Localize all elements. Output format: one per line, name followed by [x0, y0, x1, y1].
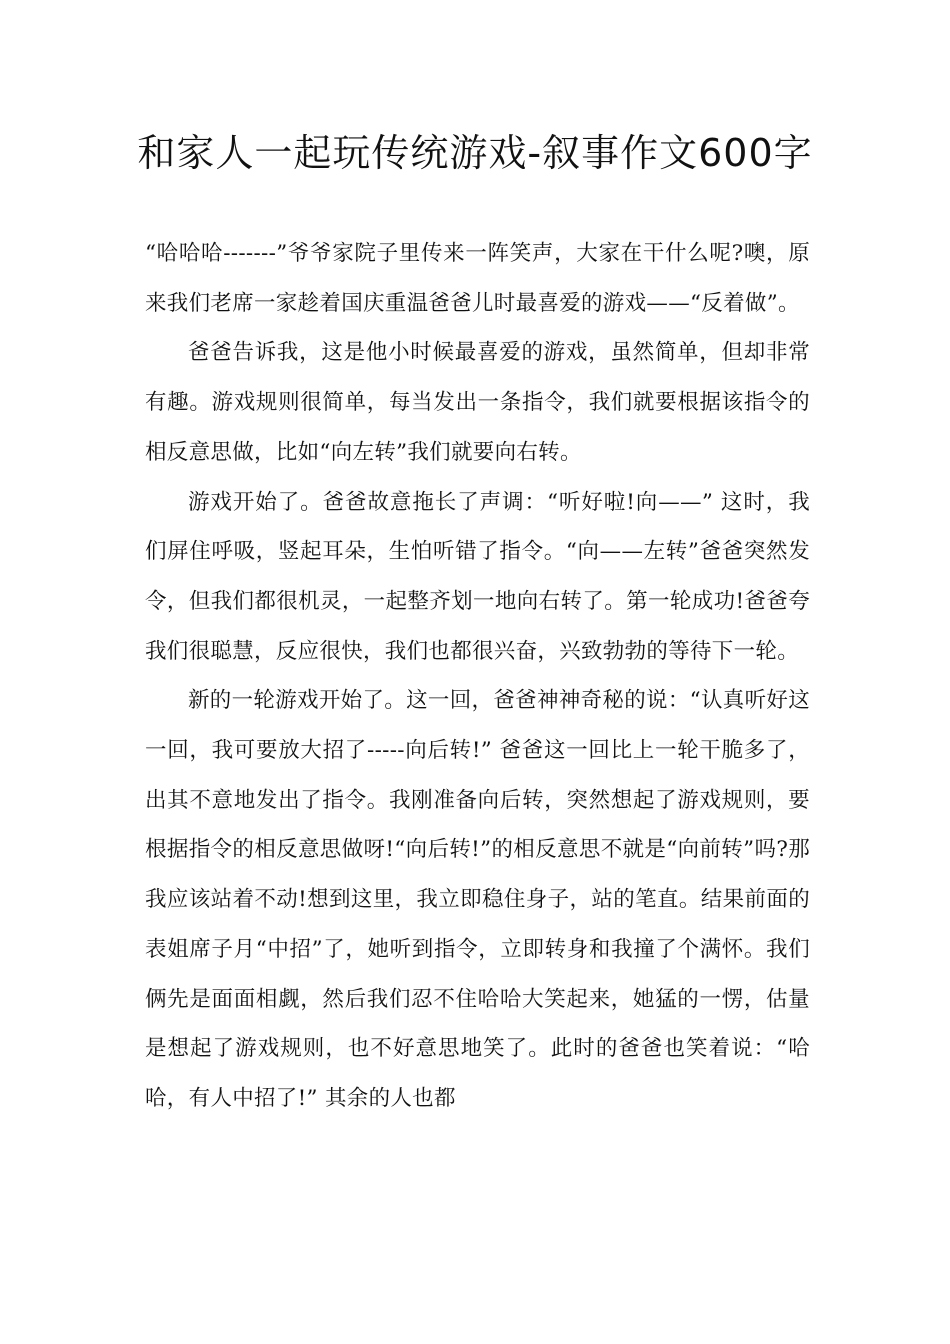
document-body [145, 229, 810, 1124]
paragraph-3: 游戏开始了。爸爸故意拖长了声调：“听好啦!向——” 这时，我们屏住呼吸，竖起耳朵，生怕听错了指令。“向——左转”爸爸突然发令，但我们都很机灵，一起整齐划一地向右转了。第一轮成功!爸爸夸我们很聪慧，反应很快，我们也都很兴奋，兴致勃勃的等待下一轮。 [145, 489, 810, 664]
paragraph-4: 新的一轮游戏开始了。这一回，爸爸神神奇秘的说：“认真听好这一回，我可要放大招了-----向后转!” 爸爸这一回比上一轮干脆多了，出其不意地发出了指令。我刚准备向后转，突然想起了游戏规则，要根据指令的相反意思做呀!“向后转!”的相反意思不就是“向前转”吗?那我应该站着不动!想到这里，我立即稳住身子，站的笔直。结果前面的表姐席子月“中招”了，她听到指令，立即转身和我撞了个满怀。我们俩先是面面相觑，然后我们忍不住哈哈大笑起来，她猛的一愣，估量是想起了游戏规则，也不好意思地笑了。此时的爸爸也笑着说：“哈哈，有人中招了!” 其余的人也都 [145, 688, 810, 1111]
paragraph-1: “哈哈哈-------”爷爷家院子里传来一阵笑声，大家在干什么呢?噢，原来我们老席一家趁着国庆重温爸爸儿时最喜爱的游戏——“反着做”。 [145, 241, 810, 316]
document-title: 和家人一起玩传统游戏-叙事作文600字 [137, 131, 813, 175]
paragraph-2: 爸爸告诉我，这是他小时候最喜爱的游戏，虽然简单，但却非常有趣。游戏规则很简单，每当发出一条指令，我们就要根据该指令的相反意思做，比如“向左转”我们就要向右转。 [145, 340, 810, 465]
